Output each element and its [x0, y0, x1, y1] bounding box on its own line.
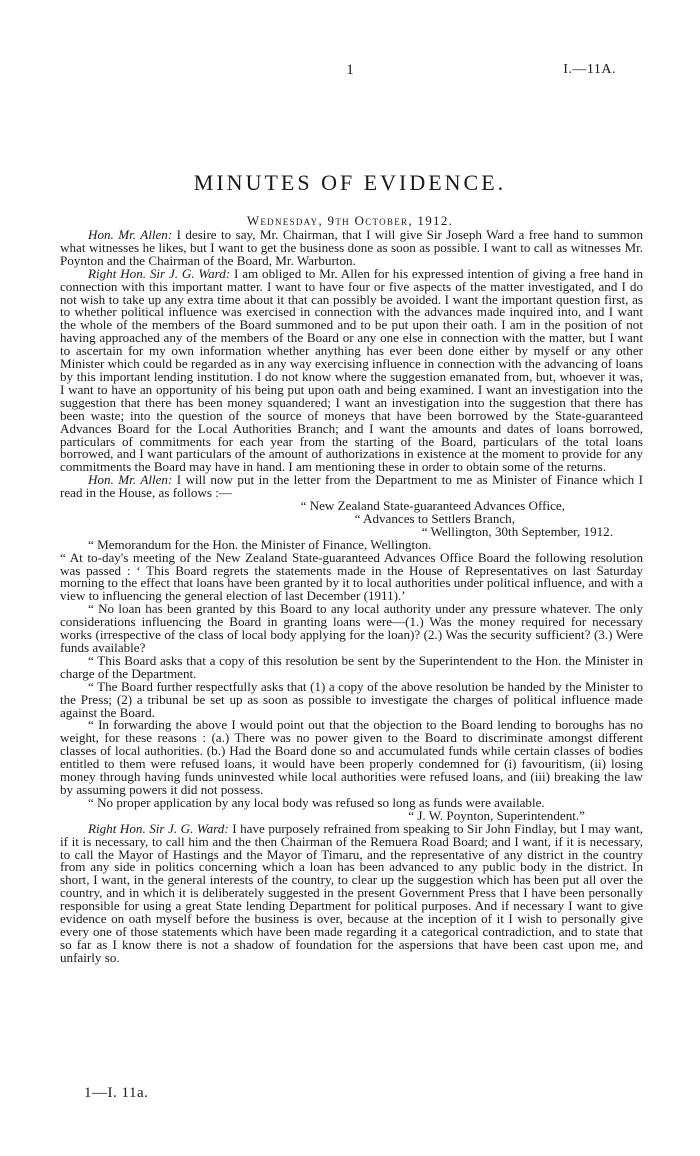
letter-signature: “ J. W. Poynton, Superintendent.” [408, 807, 585, 823]
letter-no-pressure: “ No loan has been granted by this Board to any local authority under any pressure whatever. The only considerations influencing the Board in granting loans were—(1.) Was the money required for necessary works (irrespective of the class of local body applying for the loan)? (2.) Was the security sufficient? (3.) Were funds available? [60, 601, 643, 655]
letter-copy-request: “ This Board asks that a copy of this resolution be sent by the Superintendent to the Hon. the Minister in charge of the Department. [60, 652, 643, 681]
statement-text: I am obliged to Mr. Allen for his expressed intention of giving a free hand in connection with this important matter. I want to have four or five aspects of the matter investigated, and I do not wish to take up any extra time about it that can possibly be avoided. I want the important question first, as to whether political influence was exercised in connection with the advances made inquired into, and I want the whole of the members of the Board summoned and to be put upon their oath. I am in the position of not having approached any of the members of the Board or any one else in connection with the matter, but I want to ascertain for my own information whether anything has ever been done either by myself or any other Minister which could be regarded as in any way exercising influence in connection with the advancing of loans by this important lending institution. I do not know where the suggestion emanated from, but, whoever it was, I want to have an opportunity of his being put upon oath and being examined. I want an investigation into the suggestion that there has been money squandered; I want an investigation into the suggestion that there has been waste; into the question of the source of moneys that have been borrowed by the State-guaranteed Advances Board for the Local Authorities Branch; and I want the amounts and dates of loans borrowed, particulars of commitments for each year from the starting of the Board, particulars of the total loans borrowed, and I want particulars of the amount of authorizations in existence at the moment to provide for any commitments the Board may have in hand. I am mentioning these in order to obtain some of the returns. [60, 265, 643, 475]
allen-statement-2 [60, 474, 643, 500]
ward-statement-2 [60, 820, 643, 965]
letter-forwarding-note: “ In forwarding the above I would point out that the objection to the Board lending to boroughs has no weight, for these reasons : (a.) There was no power given to the Board to discriminate amongst different classes of local authorities. (b.) Had the Board done so and accumulated funds while certain classes of bodies entitled to them were refused loans, it would have been properly condemned for (i) favouritism, (ii) losing money through having funds uninvested while local authorities were refused loans, and (iii) breaking the law by assuming powers it did not possess. [60, 717, 643, 797]
letter-resolution: “ At to-day's meeting of the New Zealand State-guaranteed Advances Office Board the following resolution was passed : ‘ This Board regrets the statements made in the House of Representatives on last Saturday morning to the effect that loans have been granted by it to local authorities under political influence, and with a view to influencing the general election of last December (1911).’ [60, 549, 643, 604]
letter-press-request: “ The Board further respectfully asks that (1) a copy of the above resolution be handed by the Minister to the Press; (2) a tribunal be set up as soon as possible to investigate the charges of political influence made against the Board. [60, 678, 643, 720]
letter-memorandum-line: “ Memorandum for the Hon. the Minister of Finance, Wellington. [88, 536, 432, 552]
footer-reference: 1—I. 11a. [84, 1085, 149, 1101]
speaker-name: Hon. Mr. Allen: [88, 472, 173, 488]
minutes-body [60, 229, 643, 965]
ward-statement-1 [60, 265, 643, 475]
page-number: 1 [346, 62, 354, 78]
page-title: MINUTES OF EVIDENCE. [193, 170, 507, 195]
document-reference: I.—11A. [563, 62, 616, 77]
speaker-name: Right Hon. Sir J. G. Ward: [88, 820, 229, 836]
session-date: Wednesday, 9th October, 1912. [246, 213, 454, 228]
statement-text: I will now put in the letter from the Department to me as Minister of Finance which I read in the House, as follows :— [60, 472, 643, 501]
statement-text: I desire to say, Mr. Chairman, that I will give Sir Joseph Ward a free hand to summon what witnesses he likes, but I want to get the business done as soon as possible. I want to call as witnesses Mr. Poynton and the Chairman of the Board, Mr. Warburton. [60, 227, 643, 268]
letter-heading-date: “ Wellington, 30th September, 1912. [421, 523, 613, 539]
statement-text: I have purposely refrained from speaking to Sir John Findlay, but I may want, if it is necessary, to call him and the then Chairman of the Remuera Road Board; and I want, if it is necessary, to call the Mayor of Hastings and the Mayor of Timaru, and the representative of any district in the country from any side in politics concerning which a loan has been advanced to any public body in the district. In short, I want, in the general interests of the country, to clear up the suggestion which has been put all over the country, and in which it is deliberately suggested in the present Government Press that I have been personally responsible for using a great State lending Department for political purposes. And if necessary I want to give evidence on oath myself before the business is over, because at the inception of it I wish to personally give every one of those statements which have been made regarding it a categorical contradiction, and to state that so far as I know there is not a shadow of foundation for the aspersions that have been cast upon me, and unfairly so. [60, 820, 643, 965]
letter-no-refusal: “ No proper application by any local body was refused so long as funds were available. [88, 794, 545, 810]
letter-heading-office: “ New Zealand State-guaranteed Advances Office, [300, 498, 565, 514]
speaker-name: Right Hon. Sir J. G. Ward: [88, 265, 231, 281]
allen-statement-1 [60, 229, 643, 268]
letter-heading-branch: “ Advances to Settlers Branch, [354, 510, 515, 526]
speaker-name: Hon. Mr. Allen: [88, 227, 173, 242]
